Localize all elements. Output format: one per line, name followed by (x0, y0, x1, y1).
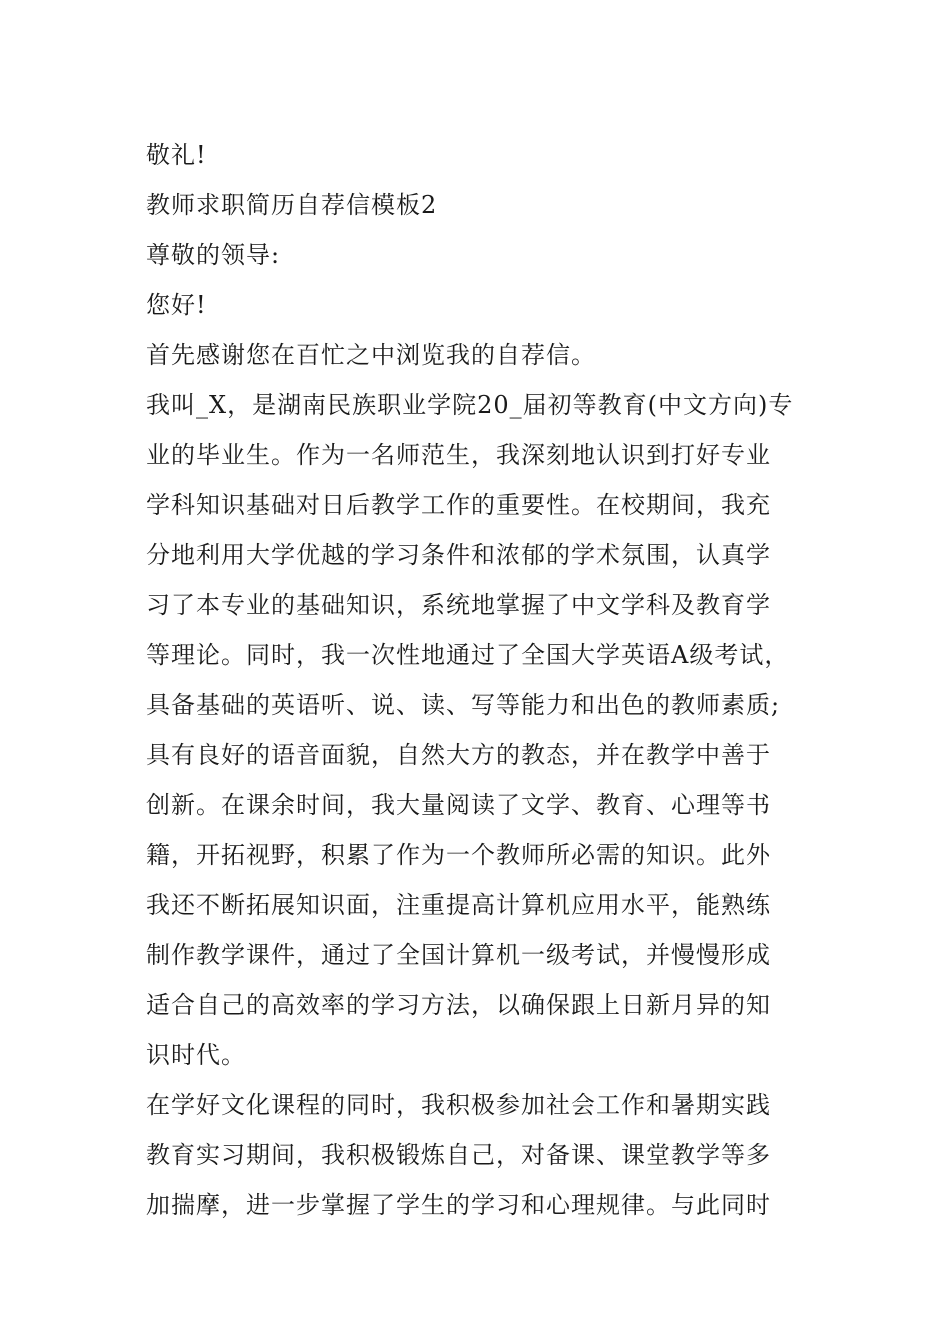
paragraph-line: 我叫_X，是湖南民族职业学院20_届初等教育(中文方向)专 (146, 391, 794, 419)
paragraph-line: 业的毕业生。作为一名师范生，我深刻地认识到打好专业 (146, 441, 771, 469)
closing-text: 敬礼! (146, 141, 207, 169)
greeting: 您好! (146, 291, 207, 319)
paragraph-line: 加揣摩，进一步掌握了学生的学习和心理规律。与此同时 (146, 1191, 771, 1219)
paragraph-line: 等理论。同时，我一次性地通过了全国大学英语A级考试， (146, 641, 790, 669)
opening-sentence: 首先感谢您在百忙之中浏览我的自荐信。 (146, 341, 596, 369)
paragraph-line: 具备基础的英语听、说、读、写等能力和出色的教师素质; (146, 691, 781, 719)
paragraph-line: 创新。在课余时间，我大量阅读了文学、教育、心理等书 (146, 791, 771, 819)
paragraph-line: 具有良好的语音面貌，自然大方的教态，并在教学中善于 (146, 741, 771, 769)
paragraph-line: 分地利用大学优越的学习条件和浓郁的学术氛围，认真学 (146, 541, 771, 569)
salutation: 尊敬的领导: (146, 241, 281, 269)
document-title: 教师求职简历自荐信模板2 (146, 191, 438, 219)
paragraph-line: 识时代。 (146, 1041, 246, 1069)
paragraph-line: 在学好文化课程的同时，我积极参加社会工作和暑期实践 (146, 1091, 771, 1119)
paragraph-line: 适合自己的高效率的学习方法，以确保跟上日新月异的知 (146, 991, 771, 1019)
paragraph-1 (146, 380, 810, 1080)
paragraph-line: 学科知识基础对日后教学工作的重要性。在校期间，我充 (146, 491, 771, 519)
paragraph-line: 我还不断拓展知识面，注重提高计算机应用水平，能熟练 (146, 891, 771, 919)
paragraph-line: 制作教学课件，通过了全国计算机一级考试，并慢慢形成 (146, 941, 771, 969)
paragraph-line: 教育实习期间，我积极锻炼自己，对备课、课堂教学等多 (146, 1141, 771, 1169)
document-body (146, 130, 810, 1230)
paragraph-2 (146, 1080, 810, 1230)
paragraph-line: 习了本专业的基础知识，系统地掌握了中文学科及教育学 (146, 591, 771, 619)
paragraph-line: 籍，开拓视野，积累了作为一个教师所必需的知识。此外 (146, 841, 771, 869)
